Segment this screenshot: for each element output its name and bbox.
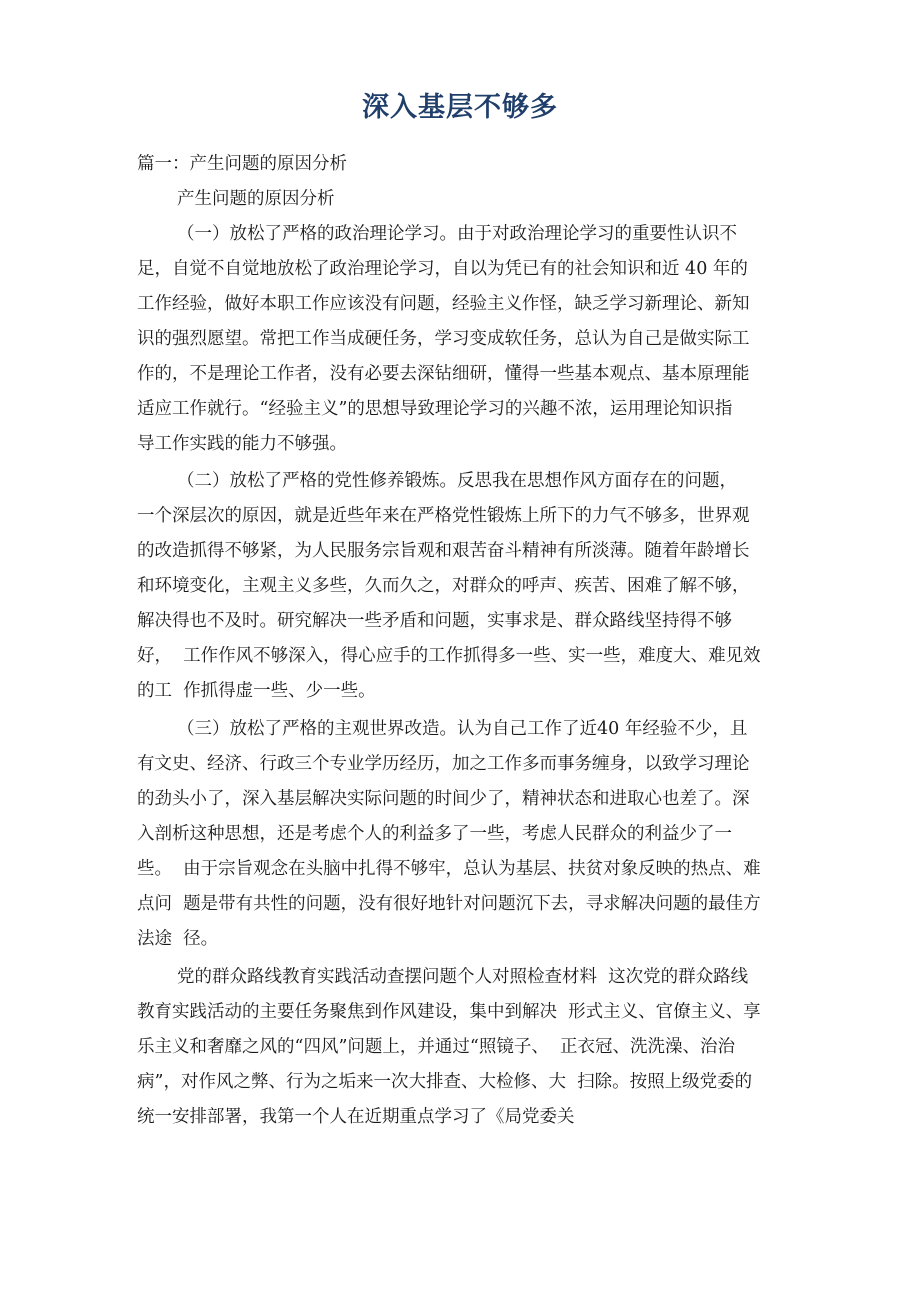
- text-line: 统一安排部署，我第一个人在近期重点学习了《局党委关: [137, 1107, 575, 1127]
- text-line: 识的强烈愿望。常把工作当成硬任务，学习变成软任务，总认为自己是做实际工: [137, 329, 750, 349]
- text-line: 的工 作抓得虚一些、少一些。: [137, 681, 376, 701]
- text-line: 和环境变化，主观主义多些，久而久之，对群众的呼声、疾苦、困难了解不够，: [137, 576, 750, 596]
- text-line: 的改造抓得不够紧，为人民服务宗旨观和艰苦奋斗精神有所淡薄。随着年龄增长: [137, 541, 750, 561]
- text-line: 些。 由于宗旨观念在头脑中扎得不够牢，总认为基层、扶贫对象反映的热点、难: [137, 859, 761, 879]
- text-line: 入剖析这种思想，还是考虑个人的利益多了一些，考虑人民群众的利益少了一: [137, 824, 732, 844]
- text-line: 作的，不是理论工作者，没有必要去深钻细研，懂得一些基本观点、基本原理能: [137, 364, 750, 384]
- text-line: 点问 题是带有共性的问题，没有很好地针对问题沉下去，寻求解决问题的最佳方: [137, 894, 761, 914]
- text-line: 有文史、经济、行政三个专业学历经历，加之工作多而事务缠身，以致学习理论: [137, 754, 750, 774]
- text-line: 教育实践活动的主要任务聚焦到作风建设，集中到解决 形式主义、官僚主义、享: [137, 1002, 761, 1022]
- text-line: 导工作实践的能力不够强。: [137, 434, 347, 454]
- text-line: （一）放松了严格的政治理论学习。由于对政治理论学习的重要性认识不: [177, 224, 737, 244]
- section-heading: 篇一：产生问题的原因分析: [137, 154, 347, 174]
- text-line: 的劲头小了，深入基层解决实际问题的时间少了，精神状态和进取心也差了。深: [137, 789, 750, 809]
- text-line: 法途 径。: [137, 929, 219, 949]
- document-title: 深入基层不够多: [362, 92, 558, 123]
- text-line: 好， 工作作风不够深入，得心应手的工作抓得多一些、实一些，难度大、难见效: [137, 646, 761, 666]
- section-subheading: 产生问题的原因分析: [177, 189, 335, 209]
- text-line: （二）放松了严格的党性修养锻炼。反思我在思想作风方面存在的问题，: [177, 471, 737, 491]
- text-line: 病”，对作风之弊、行为之垢来一次大排查、大检修、大 扫除。按照上级党委的: [137, 1072, 753, 1092]
- text-line: 解决得也不及时。研究解决一些矛盾和问题，实事求是、群众路线坚持得不够: [137, 611, 732, 631]
- text-line: 一个深层次的原因，就是近些年来在严格党性锻炼上所下的力气不够多，世界观: [137, 506, 750, 526]
- text-line: 工作经验，做好本职工作应该没有问题，经验主义作怪，缺乏学习新理论、新知: [137, 294, 750, 314]
- text-line: （三）放松了严格的主观世界改造。认为自己工作了近40 年经验不少，且: [177, 719, 748, 739]
- text-line: 党的群众路线教育实践活动查摆问题个人对照检查材料 这次党的群众路线: [177, 967, 749, 987]
- text-line: 适应工作就行。“经验主义”的思想导致理论学习的兴趣不浓，运用理论知识指: [137, 399, 733, 419]
- text-line: 足，自觉不自觉地放松了政治理论学习，自以为凭已有的社会知识和近 40 年的: [137, 259, 748, 279]
- text-line: 乐主义和奢靡之风的“四风”问题上，并通过“照镜子、 正衣冠、洗洗澡、治治: [137, 1037, 735, 1057]
